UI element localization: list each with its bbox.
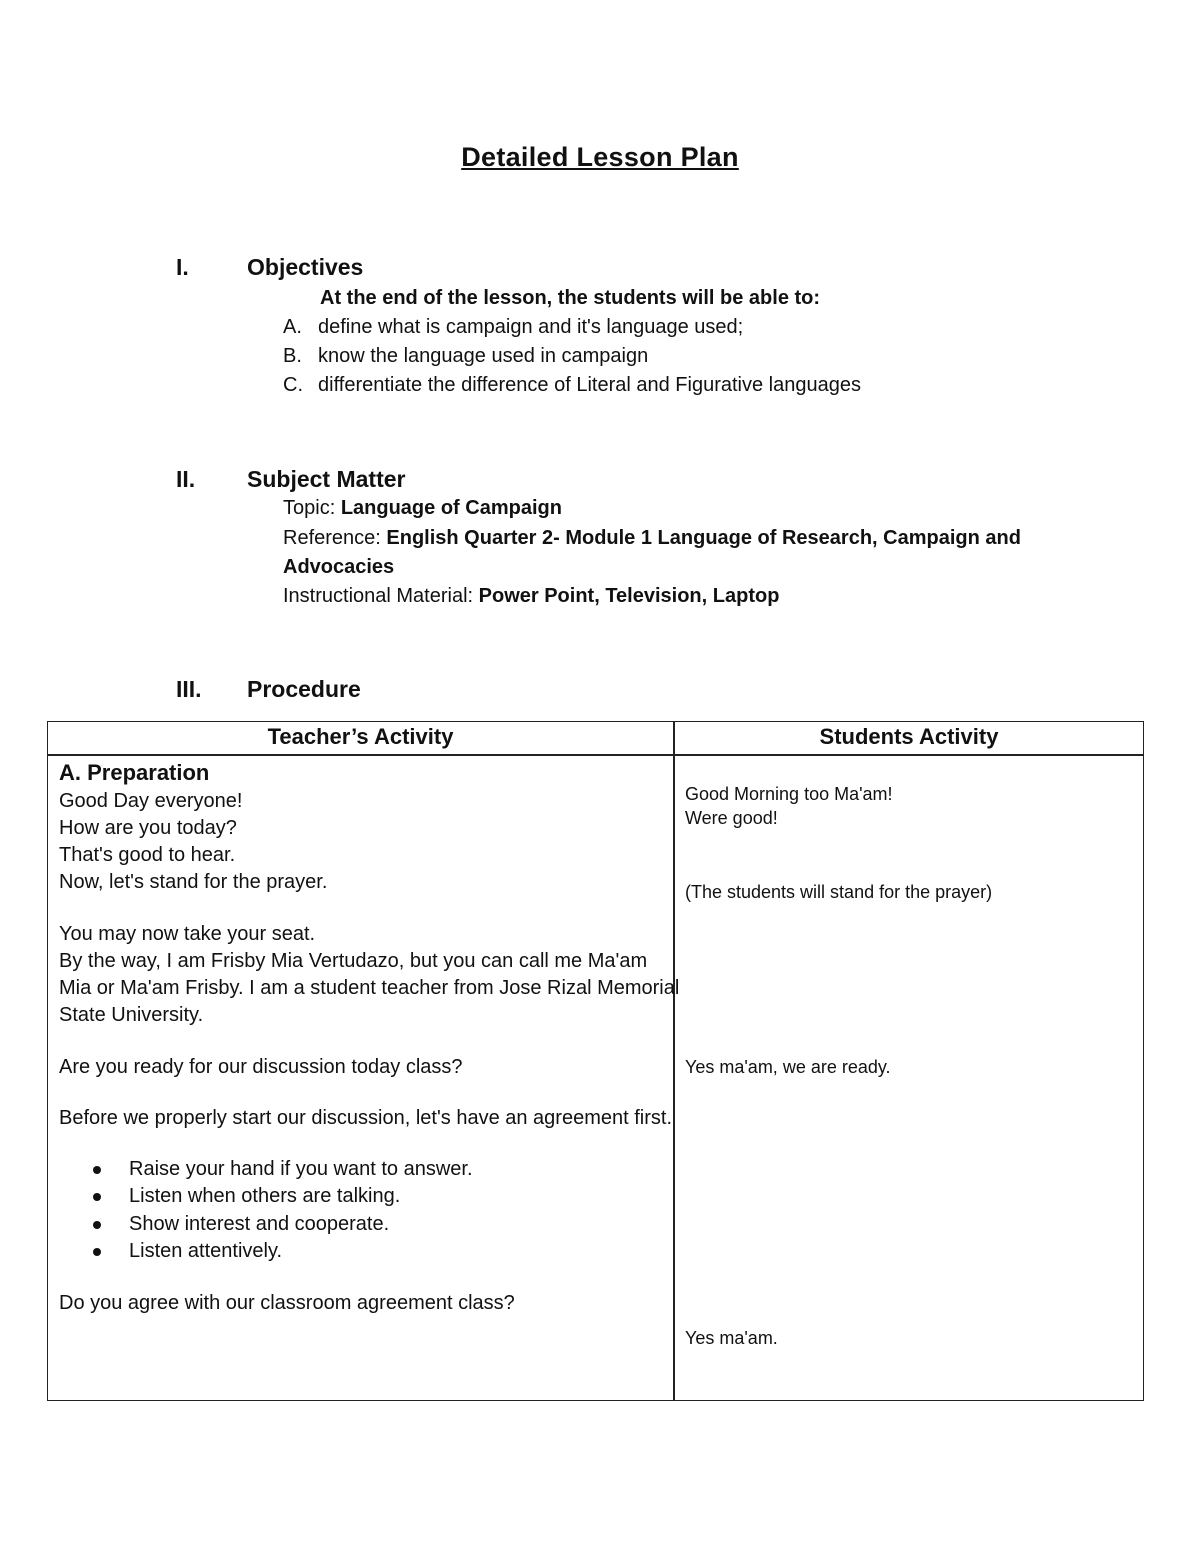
student-line: Good Morning too Ma'am!: [685, 784, 893, 804]
preparation-heading: A. Preparation: [59, 760, 210, 785]
reference-value-continued: Advocacies: [283, 556, 395, 578]
topic-label: Topic:: [283, 497, 341, 519]
objectives-number: I.: [176, 254, 189, 280]
topic-value: Language of Campaign: [340, 497, 562, 519]
bullet-icon: [93, 1221, 101, 1229]
teacher-line: Good Day everyone!: [59, 790, 243, 812]
teacher-activity-header: Teacher’s Activity: [267, 724, 454, 749]
objective-letter-a: A.: [283, 316, 302, 338]
teacher-line: State University.: [59, 1004, 204, 1026]
reference-label: Reference:: [283, 527, 387, 549]
agreement-item: Listen attentively.: [129, 1240, 283, 1262]
objective-item-b: know the language used in campaign: [318, 345, 649, 367]
subject-matter-number: II.: [176, 466, 196, 492]
material-line: [283, 585, 779, 608]
teacher-line: You may now take your seat.: [59, 923, 316, 945]
objective-letter-b: B.: [283, 345, 302, 367]
teacher-line: Now, let's stand for the prayer.: [59, 871, 328, 893]
students-activity-header: Students Activity: [819, 724, 999, 749]
teacher-line: By the way, I am Frisby Mia Vertudazo, but you can call me Ma'am: [59, 950, 648, 972]
agreement-item: Listen when others are talking.: [129, 1185, 401, 1207]
objectives-intro: At the end of the lesson, the students will be able to:: [320, 287, 821, 309]
teacher-line: Do you agree with our classroom agreement class?: [59, 1292, 515, 1314]
teacher-line: Are you ready for our discussion today class?: [59, 1056, 463, 1078]
objective-letter-c: C.: [283, 374, 303, 396]
student-line: Yes ma'am.: [685, 1328, 778, 1348]
material-label: Instructional Material:: [283, 585, 479, 607]
header-divider: [48, 754, 1143, 756]
agreement-item: Raise your hand if you want to answer.: [129, 1158, 473, 1180]
column-divider: [673, 722, 675, 1400]
student-line: Yes ma'am, we are ready.: [685, 1057, 891, 1077]
procedure-heading: Procedure: [247, 676, 361, 702]
subject-matter-heading: Subject Matter: [247, 466, 406, 492]
document-title: Detailed Lesson Plan: [461, 142, 739, 172]
procedure-table: [47, 721, 1144, 1401]
teacher-line: Mia or Ma'am Frisby. I am a student teacher from Jose Rizal Memorial: [59, 977, 680, 999]
reference-line: [283, 527, 1021, 550]
bullet-icon: [93, 1248, 101, 1256]
teacher-line: That's good to hear.: [59, 844, 236, 866]
objectives-heading: Objectives: [247, 254, 364, 280]
student-line: (The students will stand for the prayer): [685, 882, 993, 902]
student-line: Were good!: [685, 808, 778, 828]
reference-value: English Quarter 2- Module 1 Language of Research, Campaign and: [386, 527, 1021, 549]
material-value: Power Point, Television, Laptop: [478, 585, 780, 607]
bullet-icon: [93, 1193, 101, 1201]
teacher-line: How are you today?: [59, 817, 237, 839]
topic-line: [283, 497, 562, 520]
bullet-icon: [93, 1166, 101, 1174]
objective-item-a: define what is campaign and it's language used;: [318, 316, 744, 338]
teacher-line: Before we properly start our discussion, let's have an agreement first.: [59, 1107, 672, 1129]
procedure-number: III.: [176, 676, 202, 702]
objective-item-c: differentiate the difference of Literal and Figurative languages: [318, 374, 861, 396]
agreement-item: Show interest and cooperate.: [129, 1213, 390, 1235]
